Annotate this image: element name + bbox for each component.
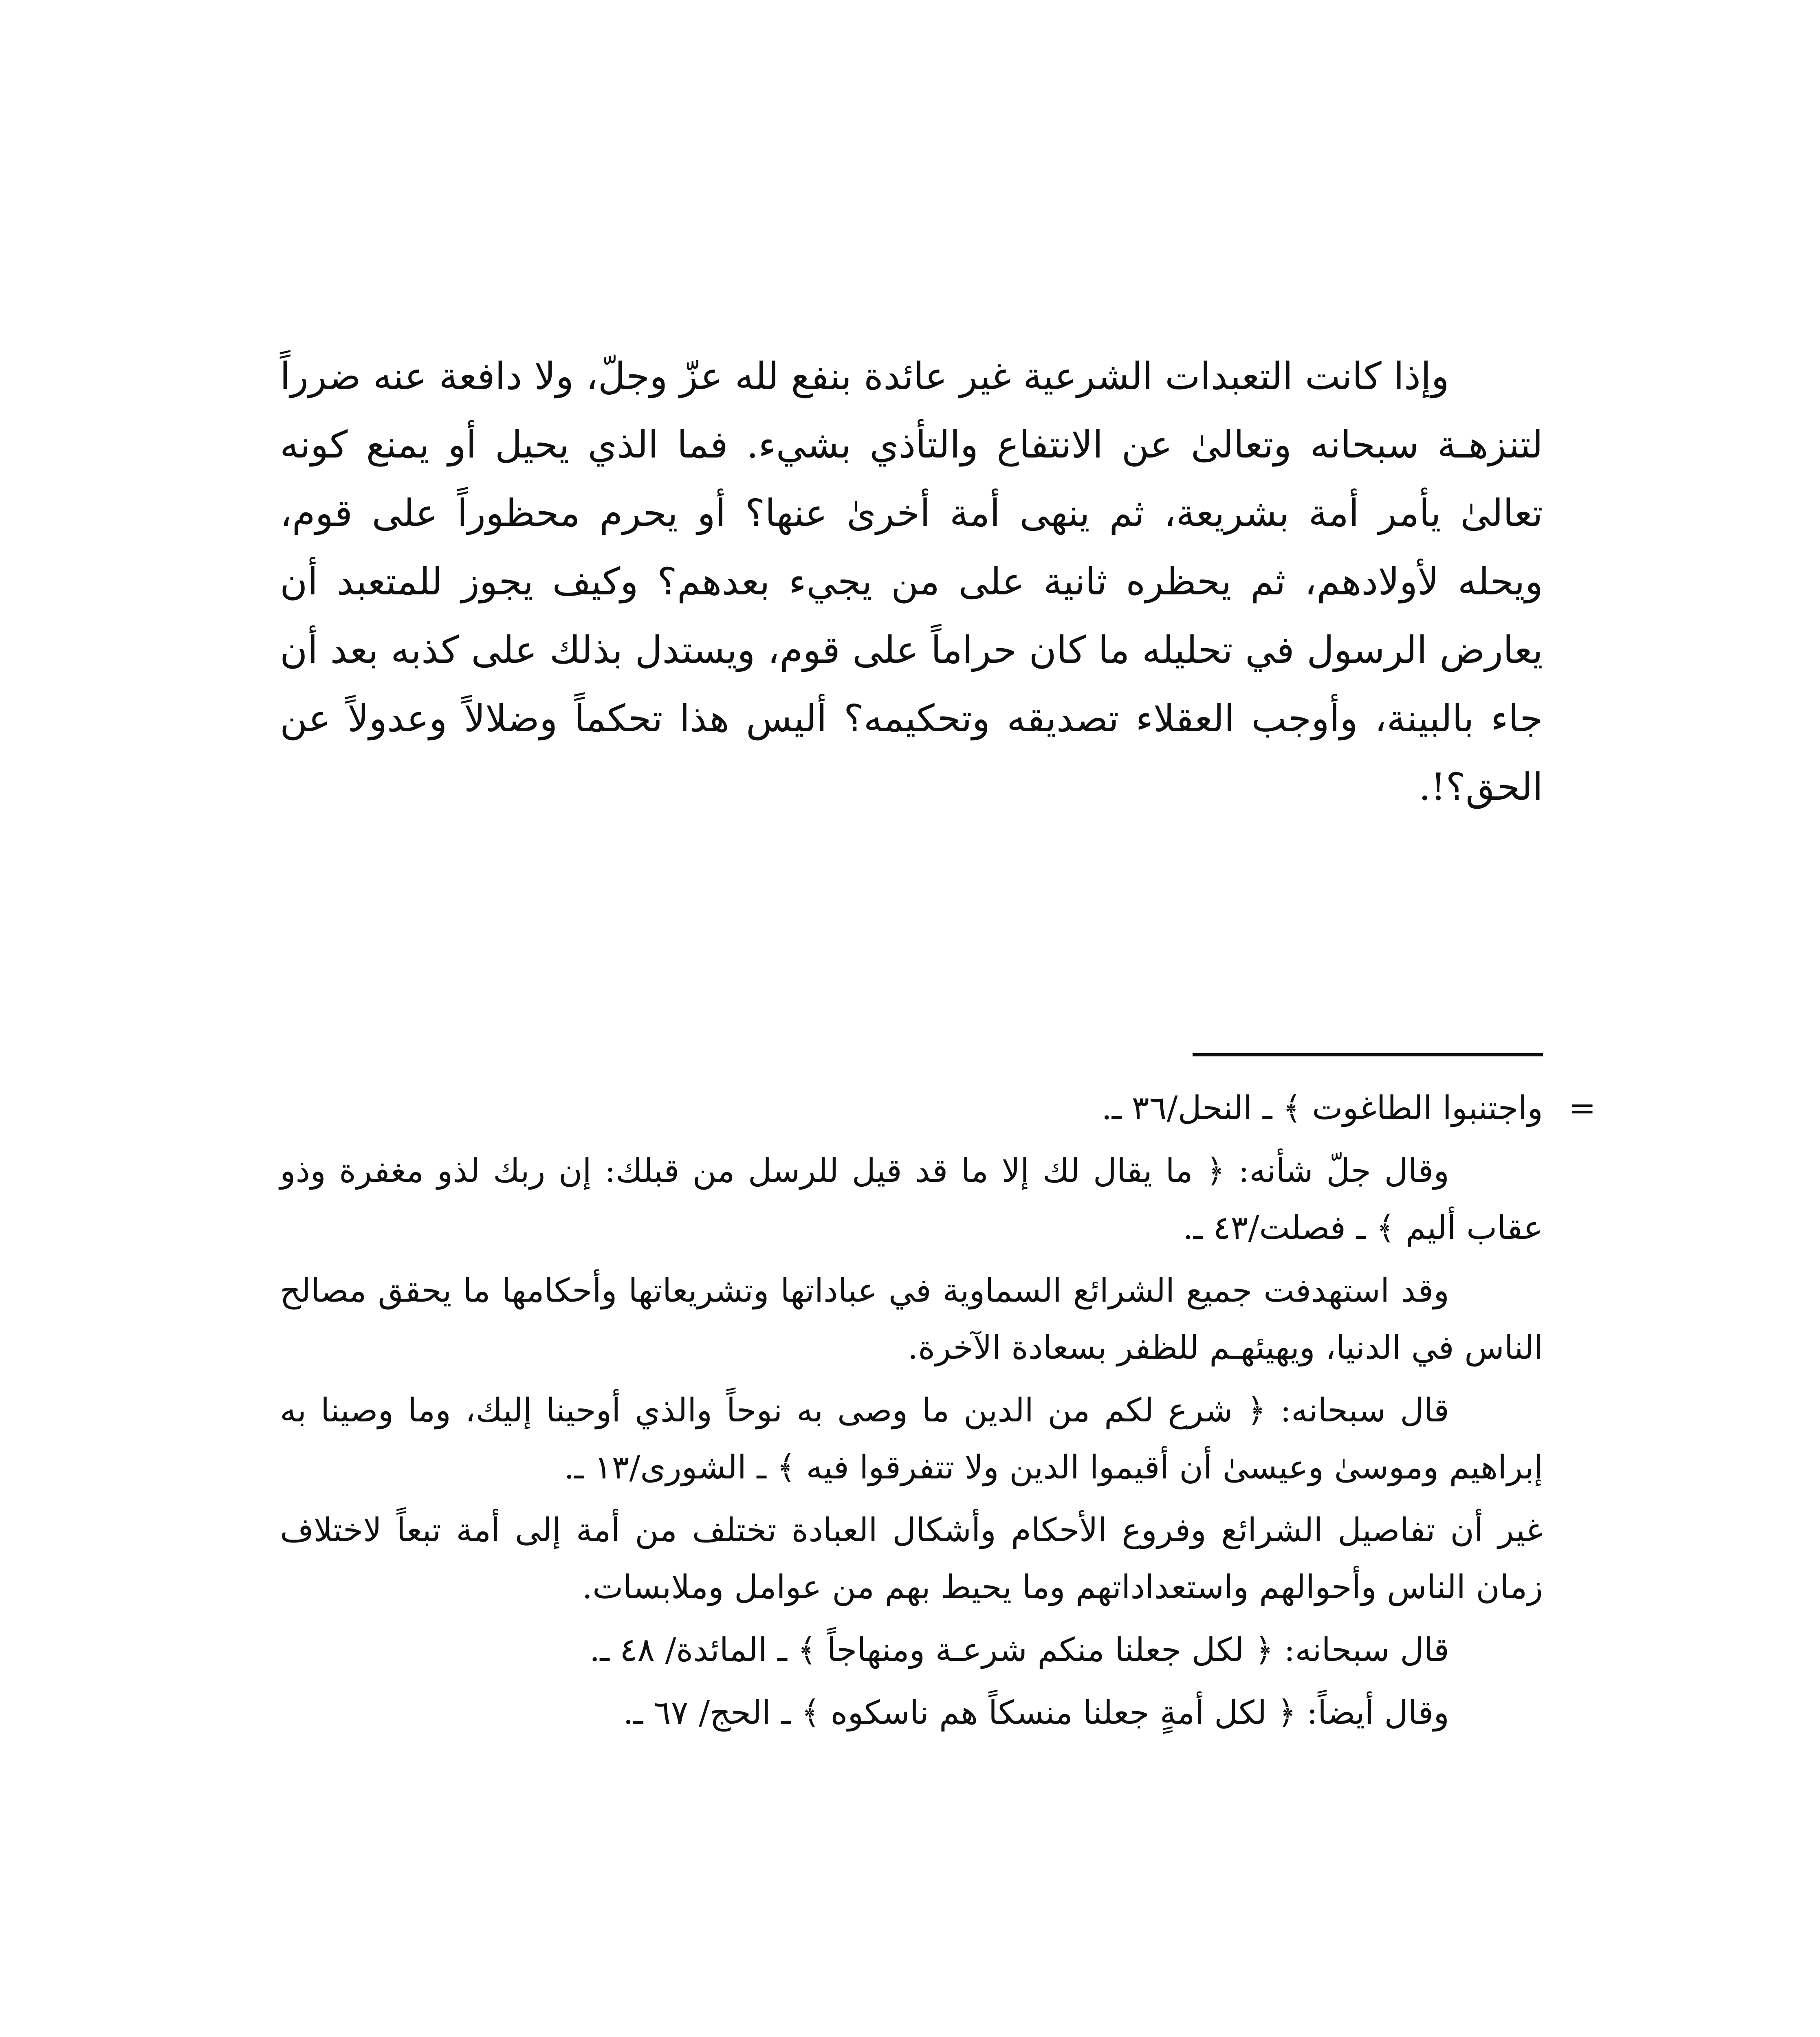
footnote-paragraph: وقد استهدفت جميع الشرائع السماوية في عباداتها وتشريعاتها وأحكامها ما يحقق مصالح الناس في الدنيا، ويهيئهـم للظفر بسعادة الآخرة. [280, 1271, 1543, 1366]
footnote-continuation-marker: = [1568, 1089, 1596, 1127]
footnote-separator [1193, 1053, 1543, 1056]
main-paragraph: وإذا كانت التعبدات الشرعية غير عائدة بنفع لله عزّ وجلّ، ولا دافعة عنه ضرراً لتنزهـة سبحانه وتعالىٰ عن الانتفاع والتأذي بشيء. فما الذي يحيل أو يمنع كونه تعالىٰ يأمر أمة بشريعة، ثم ينهى أمة أخرىٰ عنها؟ أو يحرم محظوراً على قوم، ويحله لأولادهم، ثم يحظره ثانية على من يجيء بعدهم؟ وكيف يجوز للمتعبد أن يعارض الرسول في تحليله ما كان حراماً على قوم، ويستدل بذلك على كذبه بعد أن جاء بالبينة، وأوجب العقلاء تصديقه وتحكيمه؟ أليس هذا تحكماً وضلالاً وعدولاً عن الحق؟!. [280, 354, 1543, 809]
footnote-continuation-text: واجتنبوا الطاغوت ﴾ ـ النحل/٣٦ ـ. [1101, 1089, 1543, 1127]
footnote-paragraph: قال سبحانه: ﴿ لكل جعلنا منكم شرعـة ومنهاجاً ﴾ ـ المائدة/ ٤٨ ـ. [589, 1631, 1449, 1669]
footnote-paragraph: وقال أيضاً: ﴿ لكل أمةٍ جعلنا منسكاً هم ناسكوه ﴾ ـ الحج/ ٦٧ ـ. [623, 1694, 1449, 1731]
footnote-paragraph: غير أن تفاصيل الشرائع وفروع الأحكام وأشكال العبادة تختلف من أمة إلى أمة تبعاً لاختلاف زمان الناس وأحوالهم واستعداداتهم وما يحيط بهم من عوامل وملابسات. [280, 1511, 1543, 1606]
footnote-continuation [280, 1080, 1596, 1137]
footnotes-block [280, 1080, 1596, 1747]
footnote-paragraph: قال سبحانه: ﴿ شرع لكم من الدين ما وصى به نوحاً والذي أوحينا إليك، وما وصينا به إبراهيم وموسىٰ وعيسىٰ أن أقيموا الدين ولا تتفرقوا فيه ﴾ ـ الشورى/١٣ ـ. [280, 1391, 1543, 1486]
footnote-paragraph: وقال جلّ شأنه: ﴿ ما يقال لك إلا ما قد قيل للرسل من قبلك: إن ربك لذو مغفرة وذو عقاب أليم ﴾ ـ فصلت/٤٣ ـ. [280, 1152, 1543, 1247]
main-text-block [280, 342, 1543, 821]
